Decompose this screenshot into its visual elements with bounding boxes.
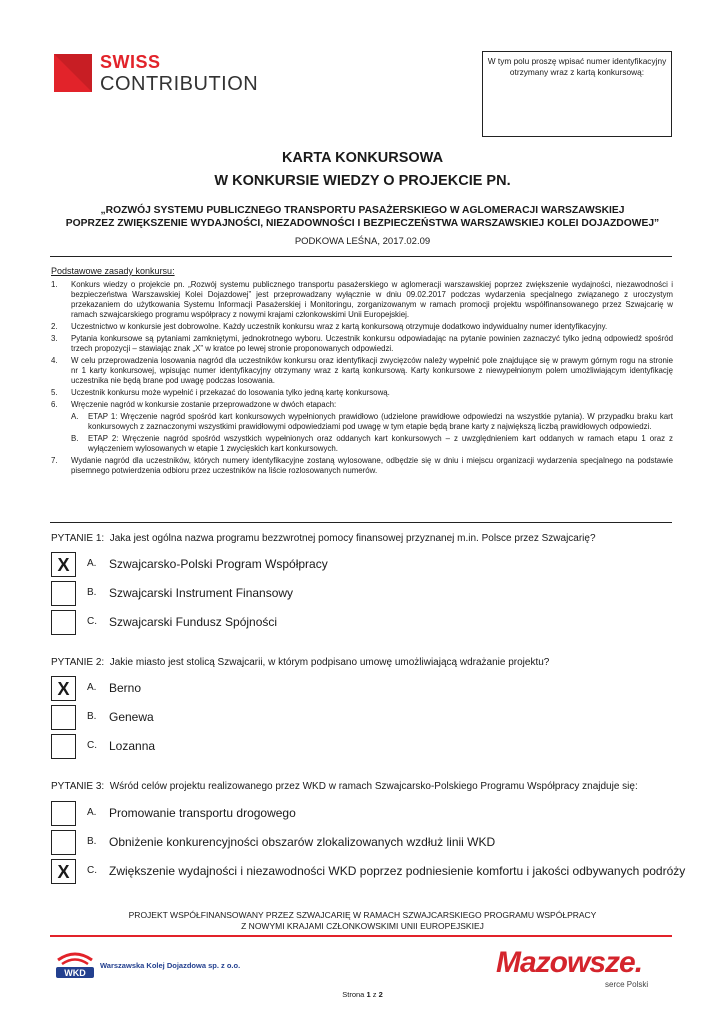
divider [50, 256, 672, 257]
page-subtitle: W KONKURSIE WIEDZY O PROJEKCIE PN. [214, 173, 511, 189]
rule-item: 1. Konkurs wiedzy o projekcie pn. „Rozwój systemu publicznego transportu pasażerskiego w aglomeracji warszawskiej poprzez zwiększenie wydajności, niezawodności i bezpieczeństwa Warszawskiej Kolei Dojazdowej” jest przeprowadzany wyłącznie w dniu 09.02.2017 podczas wydarzenia specjalnego związanego z uroczystym przekazaniem do użytkowania Systemu Informacji Pasażerskiej i Monitoringu, zorganizowanym w ramach promocji projektu współfinansowanego przez Szwajcarię w ramach szwajcarskiego programu współpracy z nowymi krajami członkowskimi Unii Europejskiej. [51, 280, 673, 319]
question-2: PYTANIE 2: Jakie miasto jest stolicą Szwajcarii, w którym podpisano umowę umożliwiającą wdrażanie projektu? [51, 657, 550, 668]
rule-item: 3. Pytania konkursowe są pytaniami zamkniętymi, jednokrotnego wyboru. Uczestnik konkursu odpowiadając na pytanie powinien zaznaczyć tylko jedną odpowiedź spośród trzech propozycji – stawiając znak „X” w kratce po lewej stronie proponowanych odpowiedzi. [51, 334, 673, 353]
rules-heading: Podstawowe zasady konkursu: [51, 266, 175, 276]
answer-checkbox[interactable]: X [51, 859, 76, 884]
rule-subitem: A. ETAP 1: Wręczenie nagród spośród kart konkursowych wypełnionych prawidłowo (udzielone prawidłowe odpowiedzi na wszystkie pytania). W przypadku braku kart konkursowych z zaznaczonymi wszystkimi prawidłowymi odpowiedziami pod uwagę w tym etapie będą brane karty z największą liczbą prawidłowych odpowiedzi. [71, 412, 673, 431]
project-name-line1: „ROZWÓJ SYSTEMU PUBLICZNEGO TRANSPORTU PASAŻERSKIEGO W AGLOMERACJI WARSZAWSKIEJ [100, 205, 625, 216]
rules-list [51, 280, 673, 478]
page-title: KARTA KONKURSOWA [281, 150, 444, 166]
rule-item: 6. Wręczenie nagród w konkursie zostanie przeprowadzone w dwóch etapach: A. ETAP 1: Wręczenie nagród spośród kart konkursowych wypełnionych prawidłowo (udzielone prawidłowe odpowiedzi na wszystkie pytania). W przypadku braku kart konkursowych z zaznaczonymi wszystkimi prawidłowymi odpowiedziami pod uwagę w tym etapie będą brane karty z największą liczbą prawidłowych odpowiedzi. B. ETAP 2: Wręczenie nagród spośród wszystkich wypełnionych oraz oddanych kart konkursowych – z uwzględnieniem kart oddanych w ramach etapu 1 oraz z wyłączeniem wylosowanych w etapie 1 zwycięskich kart konkursowych. [51, 400, 673, 453]
rule-item: 2. Uczestnictwo w konkursie jest dobrowolne. Każdy uczestnik konkursu wraz z kartą konkursową otrzymuje dodatkowo indywidualny numer identyfikacyjny. [51, 322, 608, 331]
swiss-flag-icon [54, 54, 92, 92]
mazowsze-slogan: serce Polski [605, 980, 649, 989]
answer-checkbox[interactable] [51, 830, 76, 855]
answer-checkbox[interactable]: X [51, 552, 76, 577]
answer-checkbox[interactable]: X [51, 676, 76, 701]
question-1: PYTANIE 1: Jaka jest ogólna nazwa programu bezzwrotnej pomocy finansowej przyznanej m.in. Polsce przez Szwajcarię? [51, 533, 596, 544]
place-date: PODKOWA LEŚNA, 2017.02.09 [294, 236, 431, 247]
rule-item: 4. W celu przeprowadzenia losowania nagród dla uczestników konkursu oraz identyfikacji zwycięzców należy wypełnić pole znajdujące się w prawym górnym rogu na stronie nr 1 karty konkursowej, wpisując numer identyfikacyjny otrzymany wraz z kartą konkursową. Karty konkursowe z niewypełnionym polem umożliwiającym identyfikację uczestnika nie będą brane pod uwagę podczas losowania. [51, 356, 673, 385]
logo-contribution-text: CONTRIBUTION [100, 73, 259, 95]
logo-swiss-text: SWISS [100, 52, 161, 72]
footer-divider [50, 935, 672, 937]
project-name-line2: POPRZEZ ZWIĘKSZENIE WYDAJNOŚCI, NIEZADOWNOŚCI I BEZPIECZEŃSTWA WARSZAWSKIEJ KOLEI DOJAZDOWEJ” [65, 218, 660, 229]
answer-checkbox[interactable] [51, 610, 76, 635]
divider [50, 522, 672, 523]
answer-checkbox[interactable] [51, 705, 76, 730]
id-box-instruction: W tym polu proszę wpisać numer identyfikacyjny otrzymany wraz z kartą konkursową: [487, 56, 667, 77]
project-name [40, 204, 685, 230]
rule-item: 7. Wydanie nagród dla uczestników, których numery identyfikacyjne zostaną wylosowane, odbędzie się w dniu i miejscu organizacji wydarzenia specjalnego na podstawie pisemnego potwierdzenia odbioru przez uczestników na liście rozlosowanych numerów. [51, 456, 673, 475]
rule-subitem: B. ETAP 2: Wręczenie nagród spośród wszystkich wypełnionych oraz oddanych kart konkursowych – z uwzględnieniem kart oddanych w ramach etapu 1 oraz z wyłączeniem wylosowanych w etapie 1 zwycięskich kart konkursowych. [71, 434, 673, 453]
answer-checkbox[interactable] [51, 734, 76, 759]
answer-checkbox[interactable] [51, 581, 76, 606]
page-number: Strona 1 z 2 [342, 990, 383, 999]
wkd-logo-icon [54, 950, 96, 989]
rule-item: 5. Uczestnik konkursu może wypełnić i przekazać do losowania tylko jedną kartę konkursową. [51, 388, 390, 397]
wkd-company-name: Warszawska Kolej Dojazdowa sp. z o.o. [100, 961, 241, 970]
wkd-abbr: WKD [64, 968, 86, 978]
answer-checkbox[interactable] [51, 801, 76, 826]
id-number-field[interactable] [482, 51, 672, 137]
mazowsze-logo: Mazowsze. [496, 946, 643, 979]
footer-cofinancing: PROJEKT WSPÓŁFINANSOWANY PRZEZ SZWAJCARIĘ W RAMACH SZWAJCARSKIEGO PROGRAMU WSPÓŁPRACY Z NOWYMI KRAJAMI CZŁONKOWSKIMI UNII EUROPEJSKIEJ [128, 910, 597, 931]
question-3: PYTANIE 3: Wśród celów projektu realizowanego przez WKD w ramach Szwajcarsko-Polskiego Programu Współpracy znajduje się: [51, 781, 638, 792]
